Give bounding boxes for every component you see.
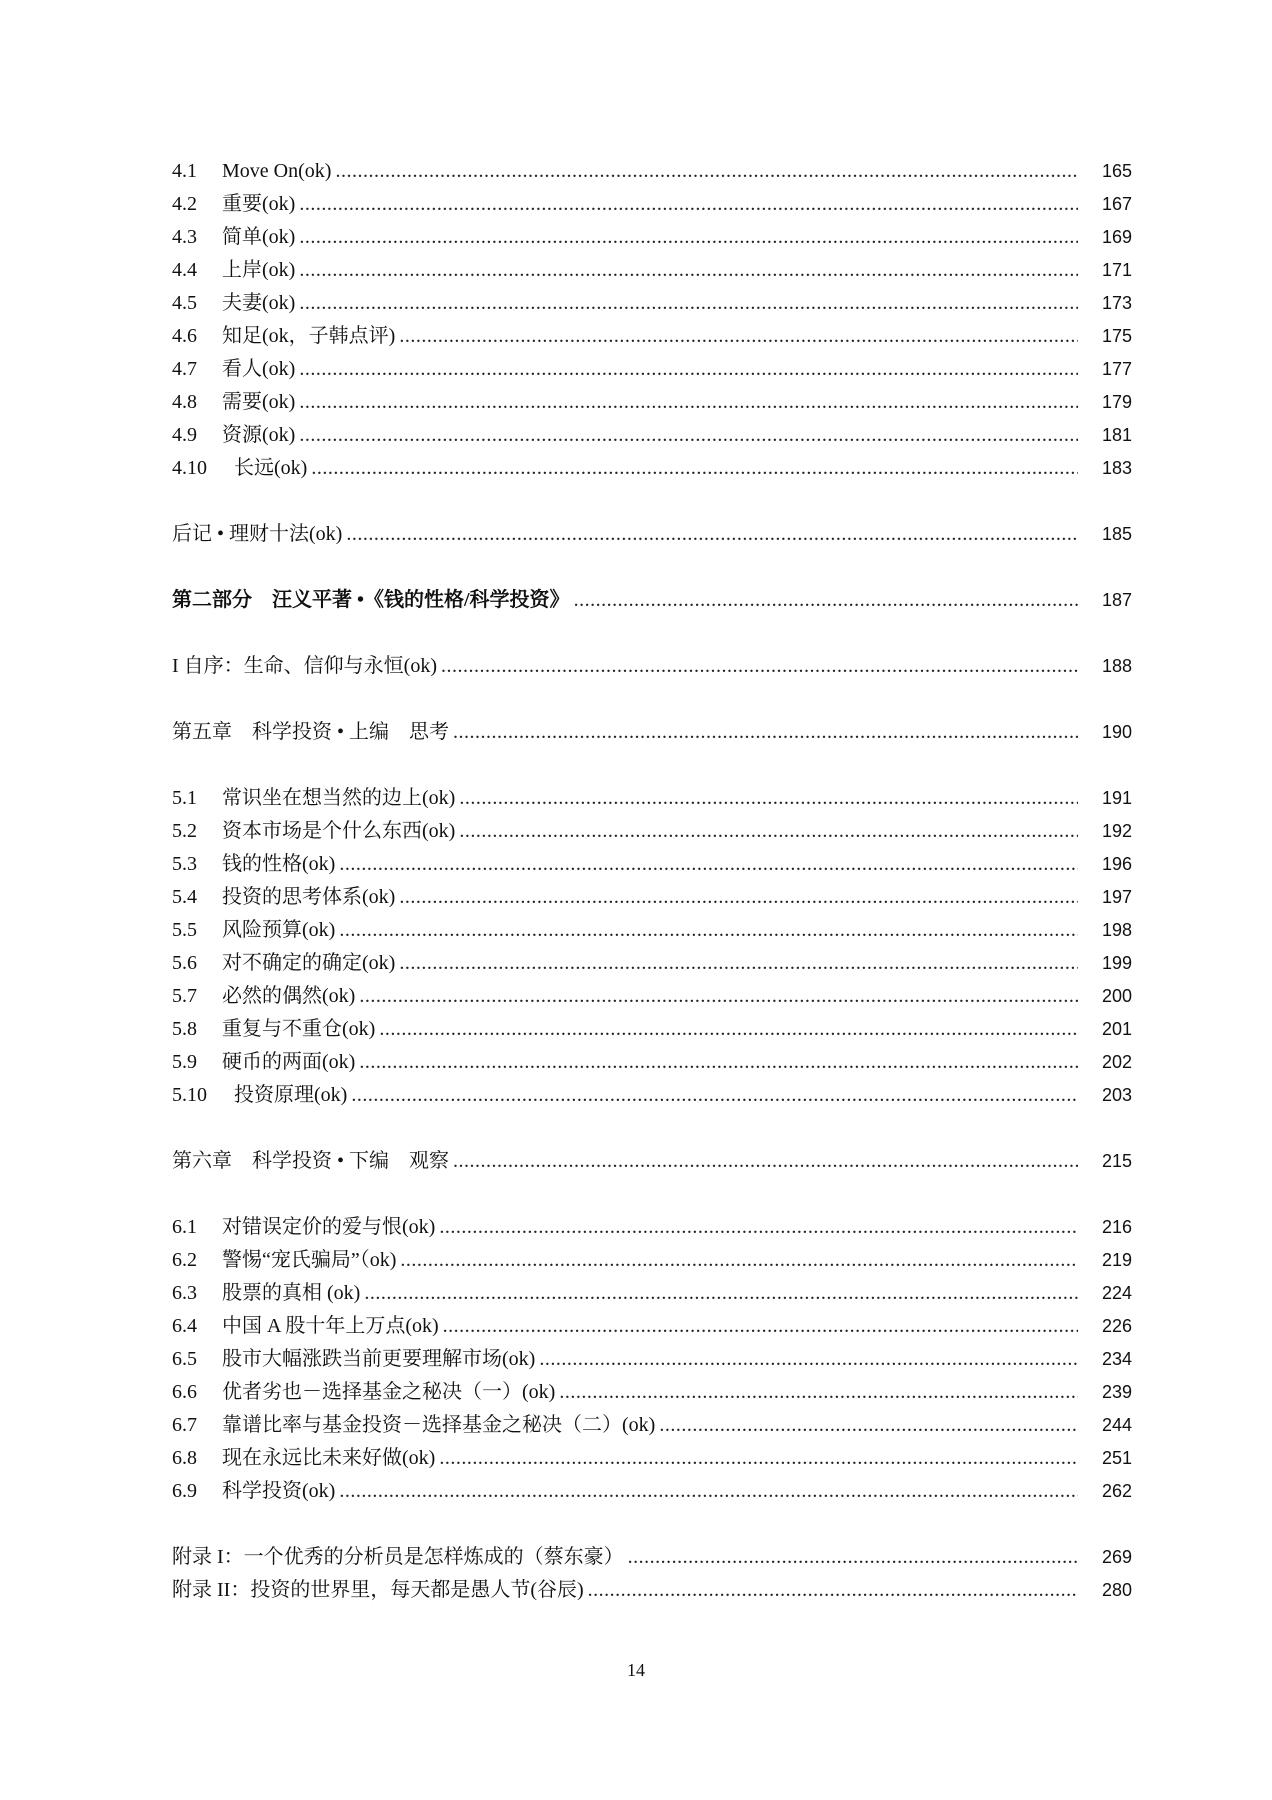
toc-entry-title: 现在永远比未来好做(ok)	[222, 1447, 436, 1469]
toc-entry-page: 191	[1101, 788, 1132, 808]
dot-leader	[628, 1541, 1078, 1574]
toc-entry-number: 6.9	[172, 1480, 197, 1502]
toc-entry-number: 5.8	[172, 1018, 197, 1040]
toc-entry[interactable]	[172, 287, 1132, 320]
toc-entry-title: Move On(ok)	[222, 160, 332, 182]
dot-leader	[311, 452, 1078, 485]
toc-entry-number: 5.1	[172, 787, 197, 809]
toc-entry[interactable]	[172, 1442, 1132, 1475]
toc-entry-title: I 自序：生命、信仰与永恒(ok)	[172, 655, 437, 677]
toc-entry-page: 262	[1101, 1481, 1132, 1501]
toc-entry-title: 第五章 科学投资 • 上编 思考	[172, 721, 450, 743]
toc-entry-title: 钱的性格(ok)	[222, 853, 336, 875]
toc-entry-title: 股票的真相 (ok)	[222, 1282, 361, 1304]
toc-entry-number: 6.4	[172, 1315, 197, 1337]
dot-leader	[399, 881, 1078, 914]
toc-entry-number: 5.7	[172, 985, 197, 1007]
toc-entry-page: 188	[1101, 656, 1132, 676]
dot-leader	[339, 914, 1078, 947]
toc-entry[interactable]	[172, 155, 1132, 188]
dot-leader	[588, 1574, 1078, 1607]
dot-leader	[459, 782, 1078, 815]
toc-entry[interactable]	[172, 584, 1132, 617]
toc-entry-title: 重要(ok)	[222, 193, 296, 215]
toc-entry[interactable]	[172, 782, 1132, 815]
toc-entry-title: 硬币的两面(ok)	[222, 1051, 356, 1073]
dot-leader	[299, 254, 1078, 287]
toc-entry-number: 4.4	[172, 259, 197, 281]
toc-entry[interactable]	[172, 1079, 1132, 1112]
toc-entry-title: 资本市场是个什么东西(ok)	[222, 820, 456, 842]
dot-leader	[453, 1145, 1078, 1178]
toc-entry-number: 4.8	[172, 391, 197, 413]
toc-entry-page: 192	[1101, 821, 1132, 841]
toc-entry[interactable]	[172, 1376, 1132, 1409]
dot-leader	[339, 848, 1078, 881]
toc-entry-number: 6.7	[172, 1414, 197, 1436]
toc-entry-page: 187	[1101, 590, 1132, 610]
toc-entry[interactable]	[172, 1013, 1132, 1046]
toc-entry-page: 171	[1101, 260, 1132, 280]
toc-entry-title: 警惕“宠氏骗局”（ok)	[222, 1249, 397, 1271]
toc-entry-title: 常识坐在想当然的边上(ok)	[222, 787, 456, 809]
dot-leader	[299, 419, 1078, 452]
toc-entry-page: 183	[1101, 458, 1132, 478]
dot-leader	[539, 1343, 1078, 1376]
toc-entry-number: 5.4	[172, 886, 197, 908]
toc-entry-page: 216	[1101, 1217, 1132, 1237]
toc-entry[interactable]	[172, 1541, 1132, 1574]
toc-entry[interactable]	[172, 1343, 1132, 1376]
toc-entry-title: 后记 • 理财十法(ok)	[172, 523, 343, 545]
toc-entry-number: 5.5	[172, 919, 197, 941]
toc-entry-title: 第六章 科学投资 • 下编 观察	[172, 1150, 450, 1172]
toc-entry[interactable]	[172, 1409, 1132, 1442]
toc-entry[interactable]	[172, 1475, 1132, 1508]
toc-entry[interactable]	[172, 221, 1132, 254]
dot-leader	[299, 188, 1078, 221]
toc-entry-title: 长远(ok)	[234, 457, 308, 479]
dot-leader	[351, 1079, 1078, 1112]
toc-entry-number: 5.9	[172, 1051, 197, 1073]
dot-leader	[364, 1277, 1078, 1310]
toc-entry[interactable]	[172, 650, 1132, 683]
toc-entry-number: 5.6	[172, 952, 197, 974]
toc-entry-title: 简单(ok)	[222, 226, 296, 248]
toc-entry-title: 上岸(ok)	[222, 259, 296, 281]
toc-entry[interactable]	[172, 254, 1132, 287]
toc-entry-title: 附录 II：投资的世界里，每天都是愚人节(谷辰)	[172, 1579, 584, 1601]
toc-entry-page: 167	[1101, 194, 1132, 214]
toc-entry-title: 对不确定的确定(ok)	[222, 952, 396, 974]
toc-entry-number: 4.9	[172, 424, 197, 446]
toc-entry-page: 173	[1101, 293, 1132, 313]
toc-entry[interactable]	[172, 353, 1132, 386]
dot-leader	[559, 1376, 1078, 1409]
toc-entry[interactable]	[172, 1244, 1132, 1277]
toc-entry-number: 6.1	[172, 1216, 197, 1238]
dot-leader	[574, 584, 1078, 617]
toc-entry[interactable]	[172, 881, 1132, 914]
toc-entry-number: 6.6	[172, 1381, 197, 1403]
toc-entry-page: 198	[1101, 920, 1132, 940]
toc-entry-title: 优者劣也－选择基金之秘决（一）(ok)	[222, 1381, 556, 1403]
toc-entry-page: 215	[1101, 1151, 1132, 1171]
toc-entry-title: 附录 I：一个优秀的分析员是怎样炼成的（蔡东豪）	[172, 1546, 624, 1568]
toc-entry-page: 269	[1101, 1547, 1132, 1567]
toc-entry[interactable]	[172, 914, 1132, 947]
toc-entry[interactable]	[172, 419, 1132, 452]
toc-entry[interactable]	[172, 188, 1132, 221]
dot-leader	[299, 353, 1078, 386]
toc-entry-page: 219	[1101, 1250, 1132, 1270]
toc-entry-number: 6.3	[172, 1282, 197, 1304]
toc-entry-title: 必然的偶然(ok)	[222, 985, 356, 1007]
dot-leader	[399, 320, 1078, 353]
toc-entry-title: 资源(ok)	[222, 424, 296, 446]
toc-entry-page: 239	[1101, 1382, 1132, 1402]
toc-entry-number: 5.10	[172, 1084, 207, 1106]
toc-entry-number: 5.3	[172, 853, 197, 875]
toc-entry[interactable]	[172, 1145, 1132, 1178]
toc-entry-page: 196	[1101, 854, 1132, 874]
toc-entry-page: 175	[1101, 326, 1132, 346]
toc-entry-page: 234	[1101, 1349, 1132, 1369]
toc-entry-title: 投资的思考体系(ok)	[222, 886, 396, 908]
toc-entry-title: 重复与不重仓(ok)	[222, 1018, 376, 1040]
toc-entry-page: 185	[1101, 524, 1132, 544]
toc-entry[interactable]	[172, 848, 1132, 881]
toc-entry-page: 169	[1101, 227, 1132, 247]
dot-leader	[339, 1475, 1078, 1508]
toc-entry[interactable]	[172, 1310, 1132, 1343]
toc-entry-title: 对错误定价的爱与恨(ok)	[222, 1216, 436, 1238]
toc-entry[interactable]	[172, 452, 1132, 485]
toc-entry-page: 177	[1101, 359, 1132, 379]
table-of-contents	[172, 155, 1132, 1607]
toc-entry-page: 165	[1101, 161, 1132, 181]
toc-entry[interactable]	[172, 386, 1132, 419]
toc-entry[interactable]	[172, 1574, 1132, 1607]
dot-leader	[359, 1046, 1078, 1079]
toc-entry[interactable]	[172, 1046, 1132, 1079]
toc-entry-page: 190	[1101, 722, 1132, 742]
page-number: 14	[627, 1660, 645, 1680]
toc-entry-page: 203	[1101, 1085, 1132, 1105]
dot-leader	[379, 1013, 1078, 1046]
dot-leader	[453, 716, 1078, 749]
dot-leader	[659, 1409, 1078, 1442]
toc-entry[interactable]	[172, 1211, 1132, 1244]
toc-entry-title: 看人(ok)	[222, 358, 296, 380]
toc-entry-page: 199	[1101, 953, 1132, 973]
toc-entry-title: 投资原理(ok)	[234, 1084, 348, 1106]
toc-entry-title: 夫妻(ok)	[222, 292, 296, 314]
toc-entry-number: 4.10	[172, 457, 207, 479]
toc-entry-page: 224	[1101, 1283, 1132, 1303]
toc-entry-page: 202	[1101, 1052, 1132, 1072]
toc-entry-page: 226	[1101, 1316, 1132, 1336]
toc-entry-number: 6.5	[172, 1348, 197, 1370]
toc-entry-number: 5.2	[172, 820, 197, 842]
dot-leader	[346, 518, 1078, 551]
dot-leader	[441, 650, 1078, 683]
toc-entry-number: 4.5	[172, 292, 197, 314]
toc-entry-title: 风险预算(ok)	[222, 919, 336, 941]
toc-entry-number: 6.8	[172, 1447, 197, 1469]
toc-entry-title: 中国 A 股十年上万点(ok)	[222, 1315, 439, 1337]
dot-leader	[299, 221, 1078, 254]
dot-leader	[399, 947, 1078, 980]
dot-leader	[359, 980, 1078, 1013]
toc-entry[interactable]	[172, 1277, 1132, 1310]
toc-entry-title: 靠谱比率与基金投资－选择基金之秘决（二）(ok)	[222, 1414, 656, 1436]
toc-entry-title: 需要(ok)	[222, 391, 296, 413]
toc-entry-number: 4.3	[172, 226, 197, 248]
dot-leader	[459, 815, 1078, 848]
toc-entry-page: 179	[1101, 392, 1132, 412]
toc-entry-number: 4.2	[172, 193, 197, 215]
toc-entry[interactable]	[172, 716, 1132, 749]
toc-entry-number: 4.7	[172, 358, 197, 380]
toc-entry-page: 251	[1101, 1448, 1132, 1468]
dot-leader	[299, 287, 1078, 320]
toc-entry[interactable]	[172, 947, 1132, 980]
dot-leader	[439, 1442, 1078, 1475]
dot-leader	[443, 1310, 1078, 1343]
toc-entry[interactable]	[172, 980, 1132, 1013]
toc-entry-page: 181	[1101, 425, 1132, 445]
toc-entry-title: 股市大幅涨跌当前更要理解市场(ok)	[222, 1348, 536, 1370]
toc-entry-number: 6.2	[172, 1249, 197, 1271]
toc-entry-title: 第二部分 汪义平著 •《钱的性格/科学投资》	[172, 589, 570, 611]
dot-leader	[400, 1244, 1078, 1277]
toc-entry[interactable]	[172, 815, 1132, 848]
toc-entry-title: 科学投资(ok)	[222, 1480, 336, 1502]
toc-entry-number: 4.1	[172, 160, 197, 182]
toc-entry[interactable]	[172, 518, 1132, 551]
dot-leader	[299, 386, 1078, 419]
toc-entry-page: 244	[1101, 1415, 1132, 1435]
dot-leader	[335, 155, 1078, 188]
toc-entry-page: 200	[1101, 986, 1132, 1006]
toc-entry-page: 280	[1101, 1580, 1132, 1600]
toc-entry-page: 197	[1101, 887, 1132, 907]
dot-leader	[439, 1211, 1078, 1244]
toc-entry-number: 4.6	[172, 325, 197, 347]
toc-entry-page: 201	[1101, 1019, 1132, 1039]
toc-entry[interactable]	[172, 320, 1132, 353]
toc-entry-title: 知足(ok，子韩点评)	[222, 325, 396, 347]
